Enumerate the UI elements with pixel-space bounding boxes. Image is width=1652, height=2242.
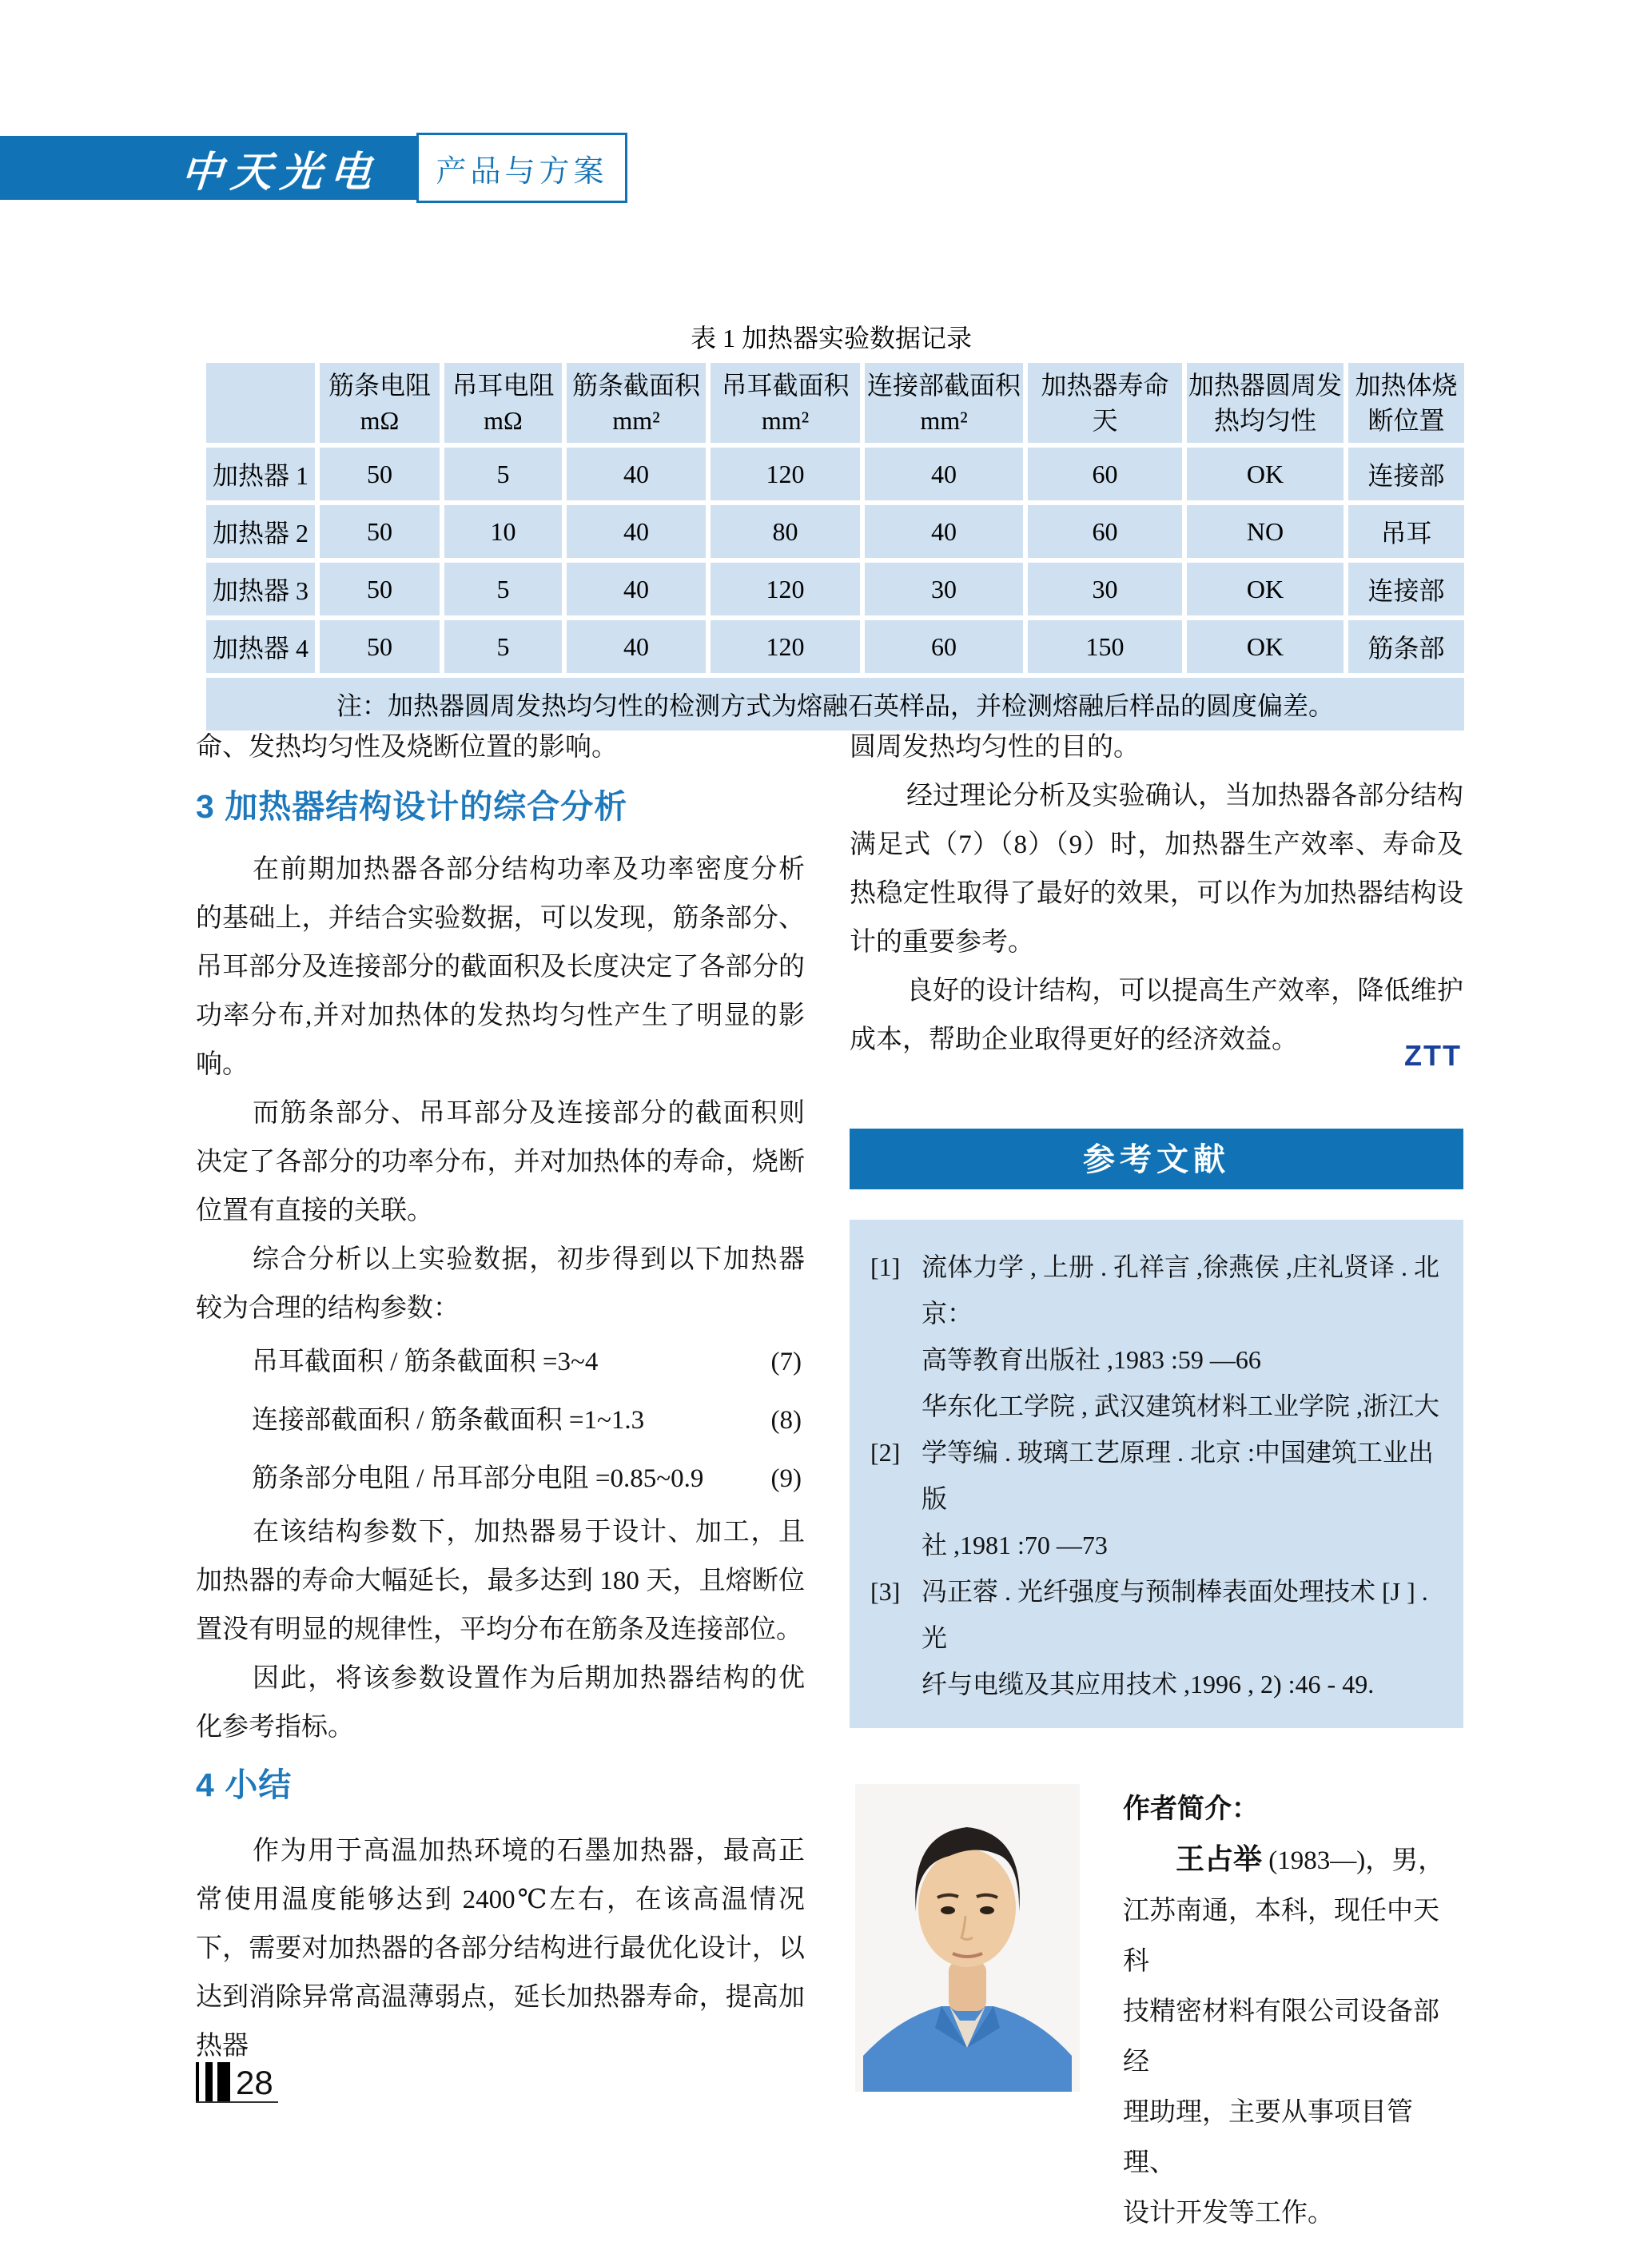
paragraph: 在前期加热器各部分结构功率及功率密度分析的基础上，并结合实验数据，可以发现，筋条部分、吊耳部分及连接部分的截面积及长度决定了各部分的功率分布,并对加热体的发热均匀性产生了明显的影响。 <box>196 855 805 1079</box>
author-bio-line: 理助理，主要从事项目管理、 <box>1123 2098 1413 2177</box>
reference-text: 冯正蓉 . 光纤强度与预制棒表面处理技术 [J ] . 光 <box>922 1577 1428 1652</box>
row-label: 加热器 1 <box>206 448 315 500</box>
reference-line <box>870 1522 1446 1568</box>
footer-barcode-bar <box>196 2062 199 2101</box>
page-footer <box>196 2062 308 2106</box>
cell: 吊耳 <box>1348 505 1464 558</box>
table-row <box>206 563 1464 615</box>
cell: NO <box>1187 505 1343 558</box>
reference-line <box>870 1336 1446 1383</box>
author-name: 王占举 <box>1176 1843 1263 1875</box>
reference-text: 高等教育出版社 ,1983 :59 —66 <box>922 1345 1261 1374</box>
cell: 60 <box>1028 505 1182 558</box>
cell: 120 <box>711 620 860 673</box>
equation-9 <box>196 1450 805 1508</box>
table-header-row <box>206 363 1464 443</box>
equation-text: 筋条部分电阻 / 吊耳部分电阻 =0.85~0.9 <box>252 1464 704 1493</box>
section-tab-label: 产品与方案 <box>436 154 608 189</box>
col-header-rib-resistance: 筋条电阻 mΩ <box>320 363 440 443</box>
cell: OK <box>1187 563 1343 615</box>
cell: 30 <box>865 563 1023 615</box>
paragraph: 因此，将该参数设置作为后期加热器结构的优化参考指标。 <box>196 1664 805 1742</box>
cell: 5 <box>444 620 562 673</box>
cell: 120 <box>711 563 860 615</box>
reference-marker: [2] <box>870 1438 901 1467</box>
cell: 150 <box>1028 620 1182 673</box>
reference-marker <box>870 1522 922 1568</box>
section-heading-3: 3 加热器结构设计的综合分析 <box>196 788 628 825</box>
cell: 40 <box>567 563 706 615</box>
equation-number: (7) <box>770 1348 802 1376</box>
author-photo <box>855 1784 1080 2092</box>
table-caption: 表 1 加热器实验数据记录 <box>690 324 972 352</box>
reference-line <box>870 1429 1446 1522</box>
cell: 40 <box>865 448 1023 500</box>
col-header-rib-section: 筋条截面积 mm² <box>567 363 706 443</box>
row-label: 加热器 4 <box>206 620 315 673</box>
author-heading: 作者简介： <box>1123 1794 1259 1824</box>
table-row <box>206 448 1464 500</box>
equation-8 <box>196 1392 805 1450</box>
cell: OK <box>1187 448 1343 500</box>
col-header-lug-resistance: 吊耳电阻 mΩ <box>444 363 562 443</box>
ztt-logo: ZTT <box>1404 1039 1462 1072</box>
author-bio-line: 江苏南通，本科，现任中天科 <box>1123 1897 1439 1976</box>
reference-text: 流体力学 , 上册 . 孔祥言 ,徐燕侯 ,庄礼贤译 . 北京： <box>922 1252 1440 1328</box>
reference-marker: [3] <box>870 1577 901 1606</box>
cell: 60 <box>1028 448 1182 500</box>
cell: 50 <box>320 563 440 615</box>
reference-line <box>870 1383 1446 1429</box>
row-label: 加热器 2 <box>206 505 315 558</box>
author-birth: (1983—)，男， <box>1262 1846 1445 1875</box>
equation-number: (9) <box>770 1464 802 1493</box>
equation-7 <box>196 1333 805 1392</box>
reference-text: 学等编 . 玻璃工艺原理 . 北京 :中国建筑工业出版 <box>922 1438 1434 1513</box>
reference-marker <box>870 1383 922 1429</box>
reference-marker <box>870 1336 922 1383</box>
cell: 40 <box>865 505 1023 558</box>
right-column <box>850 723 1463 2228</box>
cell: 50 <box>320 448 440 500</box>
col-header-burnout-pos: 加热体烧 断位置 <box>1348 363 1464 443</box>
paragraph: 作为用于高温加热环境的石墨加热器，最高正常使用温度能够达到 2400℃左右，在该高温情况下，需要对加热器的各部分结构进行最优化设计，以达到消除异常高温薄弱点，延长加热器寿命，提高加热器 <box>196 1837 805 2061</box>
references-title: 参考文献 <box>1083 1141 1230 1177</box>
footer-barcode-bar <box>217 2062 230 2101</box>
cell: 连接部 <box>1348 448 1464 500</box>
reference-line <box>870 1244 1446 1336</box>
cell: 50 <box>320 620 440 673</box>
table-note: 注：加热器圆周发热均匀性的检测方式为熔融石英样品，并检测熔融后样品的圆度偏差。 <box>206 678 1464 731</box>
paragraph: 而筋条部分、吊耳部分及连接部分的截面积则决定了各部分的功率分布，并对加热体的寿命，烧断位置有直接的关联。 <box>196 1099 805 1225</box>
table-row <box>206 505 1464 558</box>
author-text <box>1123 1784 1463 2239</box>
paragraph: 圆周发热均匀性的目的。 <box>850 733 1140 762</box>
author-bio-line: 设计开发等工作。 <box>1123 2199 1334 2228</box>
col-header-joint-section: 连接部截面积 mm² <box>865 363 1023 443</box>
cell: 40 <box>567 448 706 500</box>
author-bio-line: 技精密材料有限公司设备部经 <box>1123 1997 1439 2077</box>
left-column <box>196 723 805 2071</box>
col-header-lifetime: 加热器寿命 天 <box>1028 363 1182 443</box>
cell: 80 <box>711 505 860 558</box>
experiment-data-table <box>201 358 1469 735</box>
col-header-lug-section: 吊耳截面积 mm² <box>711 363 860 443</box>
cell: 5 <box>444 448 562 500</box>
cell: 40 <box>567 620 706 673</box>
cell: 60 <box>865 620 1023 673</box>
cell: OK <box>1187 620 1343 673</box>
cell: 连接部 <box>1348 563 1464 615</box>
row-label: 加热器 3 <box>206 563 315 615</box>
cell: 120 <box>711 448 860 500</box>
equation-text: 连接部截面积 / 筋条截面积 =1~1.3 <box>252 1406 645 1435</box>
equation-text: 吊耳截面积 / 筋条截面积 =3~4 <box>252 1348 599 1376</box>
cell: 50 <box>320 505 440 558</box>
author-name-line <box>1123 1834 1463 1886</box>
reference-text: 华东化工学院 , 武汉建筑材料工业学院 ,浙江大 <box>922 1392 1440 1420</box>
references-banner <box>850 1129 1463 1189</box>
section-heading-4: 4 小结 <box>196 1766 293 1803</box>
reference-text: 社 ,1981 :70 —73 <box>922 1531 1108 1559</box>
footer-rule <box>196 2101 278 2103</box>
reference-marker: [1] <box>870 1252 901 1281</box>
cell: 筋条部 <box>1348 620 1464 673</box>
reference-text: 纤与电缆及其应用技术 ,1996 , 2) :46 - 49. <box>922 1670 1375 1698</box>
reference-line <box>870 1568 1446 1661</box>
page-number: 28 <box>236 2064 273 2101</box>
cell: 10 <box>444 505 562 558</box>
reference-marker <box>870 1661 922 1707</box>
col-header-uniformity: 加热器圆周发 热均匀性 <box>1187 363 1343 443</box>
paragraph: 在该结构参数下，加热器易于设计、加工，且加热器的寿命大幅延长，最多达到 180 天，且熔断位置没有明显的规律性，平均分布在筋条及连接部位。 <box>196 1518 805 1644</box>
footer-barcode-bar <box>205 2062 213 2101</box>
paragraph: 良好的设计结构，可以提高生产效率，降低维护成本，帮助企业取得更好的经济效益。 <box>850 977 1463 1054</box>
cell: 30 <box>1028 563 1182 615</box>
author-bio-section <box>850 1784 1463 2228</box>
cell: 40 <box>567 505 706 558</box>
col-header-blank <box>206 363 315 443</box>
table-row <box>206 620 1464 673</box>
paragraph: 经过理论分析及实验确认，当加热器各部分结构满足式（7）（8）（9）时，加热器生产效率、寿命及热稳定性取得了最好的效果，可以作为加热器结构设计的重要参考。 <box>850 782 1463 957</box>
paragraph: 命、发热均匀性及烧断位置的影响。 <box>196 733 618 762</box>
section-tab <box>416 133 627 203</box>
brand-logo: 中天光电 <box>179 149 381 196</box>
masthead-bar <box>0 136 418 200</box>
reference-line <box>870 1661 1446 1707</box>
references-box <box>850 1220 1463 1728</box>
equation-number: (8) <box>770 1406 802 1435</box>
paragraph: 综合分析以上实验数据，初步得到以下加热器较为合理的结构参数： <box>196 1245 805 1323</box>
cell: 5 <box>444 563 562 615</box>
